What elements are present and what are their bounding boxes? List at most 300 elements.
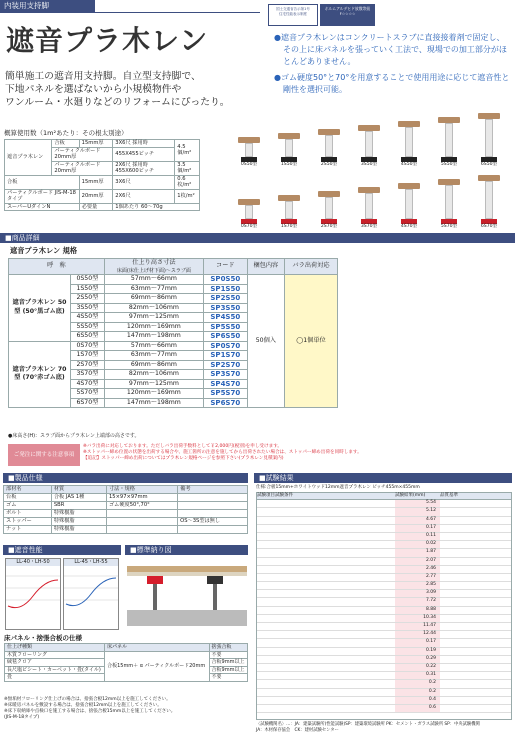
test-cell xyxy=(440,697,510,704)
order-note-line: ※ストッパー締め位置の状態を出荷する場合や、施工箇所の注意を施してから出荷されたい場合は、ストッパー締め出荷を同時します。 xyxy=(83,450,362,456)
test-row xyxy=(257,566,511,574)
product-item xyxy=(270,195,308,230)
table-cell: 特殊樹脂 xyxy=(51,526,106,534)
header-cell: 試験条件 xyxy=(275,493,293,498)
header-label: 仕上り高さ寸法 xyxy=(132,259,176,266)
table-cell: 57mm～66mm xyxy=(104,341,203,351)
install-drawing xyxy=(127,558,247,630)
test-cell xyxy=(275,689,395,696)
header-cell xyxy=(104,259,203,275)
test-cell xyxy=(275,697,395,704)
test-row xyxy=(257,558,511,566)
table-cell: 69mm～86mm xyxy=(104,360,203,370)
table-cell: 2X6尺 xyxy=(113,189,175,203)
test-cell xyxy=(440,672,510,679)
test-row xyxy=(257,615,511,623)
table-cell: パーティクルボード JIS-M-18タイプ xyxy=(5,189,80,203)
table-cell: 6S50型 xyxy=(71,332,105,342)
test-cell xyxy=(257,541,275,548)
table-cell: 5S70型 xyxy=(71,389,105,399)
test-value: 2.85 xyxy=(395,582,440,589)
table-cell: SP2S70 xyxy=(203,360,247,370)
table-cell: SP6S50 xyxy=(203,332,247,342)
test-row xyxy=(257,697,511,705)
test-cell xyxy=(440,648,510,655)
product-bolt xyxy=(445,123,453,157)
combo-notes xyxy=(4,697,248,721)
spec-title: 遮音プラ木レン 規格 xyxy=(10,246,78,255)
combo-note-line: ※無垢材フローリング仕上げの場合は、捨張合板12mm以上を施工してください。 xyxy=(4,697,171,702)
table-cell: 6S70型 xyxy=(71,398,105,408)
test-value: 11.47 xyxy=(395,623,440,630)
product-item xyxy=(390,121,428,168)
test-cell xyxy=(440,549,510,556)
table-cell: SP3S50 xyxy=(203,303,247,313)
test-cell xyxy=(275,639,395,646)
test-sub: 仕様:合板15mm+ホワイトウッド12mm遮音プラ木レン ピッチ455m×455mm xyxy=(256,485,420,490)
table-header-row xyxy=(5,644,248,652)
lead-line: 下地パネルを選ばないから小規模物件や xyxy=(5,84,182,95)
test-cell xyxy=(440,623,510,630)
test-cell xyxy=(257,656,275,663)
table-cell: 147mm～198mm xyxy=(104,332,203,342)
test-row xyxy=(257,598,511,606)
table-row xyxy=(5,651,248,659)
header-cell: 試験項目 xyxy=(257,493,275,498)
test-cell xyxy=(275,525,395,532)
table-cell: 3S50型 xyxy=(71,303,105,313)
test-cell xyxy=(275,500,395,507)
header-cell: 仕上げ種類 xyxy=(5,644,105,652)
test-value: 10.34 xyxy=(395,615,440,622)
table-cell: 455X455ピッチ xyxy=(113,147,175,161)
install-heading: ■標準納り図 xyxy=(125,545,248,555)
product-label: 0S70型 xyxy=(240,224,258,229)
test-cell xyxy=(257,639,275,646)
product-item xyxy=(430,117,468,168)
table-cell: 4S50型 xyxy=(71,313,105,323)
table-cell xyxy=(106,510,177,518)
table-cell xyxy=(106,526,177,534)
test-row xyxy=(257,623,511,631)
product-bolt xyxy=(325,135,333,157)
test-cell xyxy=(257,664,275,671)
test-row xyxy=(257,680,511,688)
test-note-item: JA：木材保存協会 xyxy=(256,727,291,733)
table-cell: 69mm～86mm xyxy=(104,294,203,304)
test-value: 12.44 xyxy=(395,631,440,638)
table-cell: 97mm～125mm xyxy=(104,313,203,323)
table-cell: 特殊樹脂 xyxy=(51,510,106,518)
table-cell: 木質フローリング xyxy=(5,651,105,659)
table-cell: 120mm～169mm xyxy=(104,322,203,332)
test-value: 2.77 xyxy=(395,574,440,581)
test-cell xyxy=(440,705,510,712)
product-item xyxy=(390,183,428,230)
table-cell: 合板9mm以上 xyxy=(209,659,247,667)
header-cell: 材質 xyxy=(51,486,106,494)
table-cell: 15×97×97mm xyxy=(106,494,177,502)
test-row xyxy=(257,590,511,598)
test-row xyxy=(257,672,511,680)
test-value: 0.19 xyxy=(395,648,440,655)
product-label: 3S70型 xyxy=(360,224,378,229)
table-cell: ゴム xyxy=(4,502,52,510)
test-row xyxy=(257,582,511,590)
test-cell xyxy=(275,541,395,548)
table-cell xyxy=(106,518,177,526)
table-cell: 合板 JAS 1種 xyxy=(51,494,106,502)
table-row xyxy=(4,518,248,526)
test-cell xyxy=(257,549,275,556)
table-cell: 82mm～106mm xyxy=(104,303,203,313)
test-notes xyxy=(256,722,512,733)
sound-graph-icon xyxy=(6,566,60,626)
product-label: 5S50型 xyxy=(440,162,458,167)
table-cell: 合板9mm以上 xyxy=(209,666,247,674)
table-cell: 必要量 xyxy=(79,203,113,211)
product-row-50 xyxy=(230,118,515,168)
header-cell: 寸法・規格 xyxy=(106,486,177,494)
table-cell: スーパーUダインN xyxy=(5,203,80,211)
table-cell: 2S70型 xyxy=(71,360,105,370)
combo-heading: 床パネル・捨張合板の仕様 xyxy=(4,634,82,642)
test-value: 5.12 xyxy=(395,508,440,515)
test-cell xyxy=(440,631,510,638)
header-cell: 床パネル xyxy=(105,644,209,652)
chart-label: LL-40・LH-50 xyxy=(6,559,60,566)
sound-graph-icon xyxy=(64,566,118,626)
test-note-line: 〈試験機関名〉…：JA：建築試験所(性能試験)SP：建築環境試験所 PK：セメント・ガラス試験所 SP：中央試験機関 xyxy=(256,722,480,727)
certification-badge: 国土交通省告示第1号 住宅性能表示制度 xyxy=(268,4,318,26)
header-cell: 備考 xyxy=(178,486,248,494)
test-row xyxy=(257,508,511,516)
test-value: 0.4 xyxy=(395,697,440,704)
product-label: 6S70型 xyxy=(480,224,498,229)
test-row xyxy=(257,500,511,508)
table-cell: 不要 xyxy=(209,674,247,682)
product-item xyxy=(310,129,348,168)
test-cell xyxy=(440,656,510,663)
table-cell: SP2S50 xyxy=(203,294,247,304)
table-row xyxy=(4,510,248,518)
test-cell xyxy=(440,500,510,507)
test-cell xyxy=(440,639,510,646)
test-cell xyxy=(275,598,395,605)
order-notes-label: ご発注に関する注意事項 xyxy=(8,444,80,466)
product-item xyxy=(470,175,508,230)
product-label: 3S50型 xyxy=(360,162,378,167)
group-label: 遮音プラ木レン 50型 (50°黒ゴム底) xyxy=(9,275,71,342)
product-bolt xyxy=(325,197,333,219)
test-cell xyxy=(275,680,395,687)
test-row xyxy=(257,705,511,713)
table-cell: SP4S70 xyxy=(203,379,247,389)
test-row xyxy=(257,607,511,615)
test-cell xyxy=(440,566,510,573)
title-rule xyxy=(0,12,260,13)
table-cell: SP0S50 xyxy=(203,275,247,285)
test-heading: ■試験結果 xyxy=(254,473,512,483)
test-value: 0.17 xyxy=(395,639,440,646)
table-cell xyxy=(178,526,248,534)
header-cell: 捨張合板 xyxy=(209,644,247,652)
bullet-item xyxy=(274,32,512,68)
test-cell xyxy=(275,558,395,565)
table-row xyxy=(4,526,248,534)
product-bolt xyxy=(285,139,293,157)
test-row xyxy=(257,517,511,525)
test-cell xyxy=(275,533,395,540)
test-row xyxy=(257,639,511,647)
table-cell: SP0S70 xyxy=(203,341,247,351)
table-row xyxy=(5,175,200,189)
product-bolt xyxy=(365,193,373,219)
test-cell xyxy=(257,672,275,679)
test-value: 0.11 xyxy=(395,533,440,540)
test-value: 2.07 xyxy=(395,558,440,565)
table-cell: 合板 xyxy=(5,175,80,189)
test-cell xyxy=(440,689,510,696)
product-item xyxy=(470,113,508,168)
lead-line: 簡単施工の遮音用支持脚。自立型支持脚で、 xyxy=(5,71,201,82)
product-bolt xyxy=(485,181,493,219)
table-cell: 50個入 xyxy=(247,275,284,408)
order-notes xyxy=(83,444,508,463)
header-cell: コード xyxy=(203,259,247,275)
product-bolt xyxy=(245,143,253,157)
test-cell xyxy=(257,582,275,589)
table-row xyxy=(4,494,248,502)
test-row xyxy=(257,656,511,664)
test-value: 2.46 xyxy=(395,566,440,573)
test-cell xyxy=(257,680,275,687)
test-row xyxy=(257,648,511,656)
test-row xyxy=(257,541,511,549)
product-bolt xyxy=(405,189,413,219)
test-cell xyxy=(275,590,395,597)
table-cell: 63mm～77mm xyxy=(104,284,203,294)
test-value: 0.6 xyxy=(395,705,440,712)
table-cell: SP6S70 xyxy=(203,398,247,408)
test-value: 0.2 xyxy=(395,680,440,687)
test-cell xyxy=(275,631,395,638)
table-cell: SBR xyxy=(51,502,106,510)
table-cell: ストッパー xyxy=(4,518,52,526)
table-cell: 4S70型 xyxy=(71,379,105,389)
test-cell xyxy=(257,508,275,515)
test-cell xyxy=(257,517,275,524)
product-bolt xyxy=(485,119,493,157)
product-label: 1S50型 xyxy=(280,162,298,167)
table-cell: 畳 xyxy=(5,674,105,682)
product-bolt xyxy=(405,127,413,157)
table-cell: 15mm厚 xyxy=(79,140,113,148)
table-row xyxy=(5,140,200,148)
test-cell xyxy=(440,541,510,548)
test-cell xyxy=(275,517,395,524)
product-bolt xyxy=(445,185,453,219)
table-cell: ゴム硬度50°,70° xyxy=(106,502,177,510)
test-cell xyxy=(257,697,275,704)
test-cell xyxy=(257,500,275,507)
combo-note-line: (JIS-M-18タイプ) xyxy=(4,715,40,720)
table-cell: 台板 xyxy=(4,494,52,502)
order-note-line: ※バラ出荷に対応しております。ただしバラ出荷手数料として￥2,000円(税別)を申し受けます。 xyxy=(83,444,283,449)
bullet-mark: ● xyxy=(274,73,281,82)
table-cell: SP5S50 xyxy=(203,322,247,332)
test-value: 4.67 xyxy=(395,517,440,524)
usage-title: 概算使用数（1m²あたり：その根太別途） xyxy=(4,129,128,137)
table-header-row xyxy=(4,486,248,494)
product-item xyxy=(350,187,388,230)
product-label: 1S70型 xyxy=(280,224,298,229)
test-value: 0.29 xyxy=(395,656,440,663)
test-cell xyxy=(257,533,275,540)
table-cell: 3X6尺 採用時 xyxy=(113,140,175,148)
test-value: 3.09 xyxy=(395,590,440,597)
header-cell: 呼 称 xyxy=(9,259,105,275)
product-item xyxy=(430,179,468,230)
table-cell: 3X6尺 xyxy=(113,175,175,189)
test-value: 8.88 xyxy=(395,607,440,614)
page-title: 遮音プラ木レン xyxy=(6,24,209,57)
product-bolt xyxy=(285,201,293,219)
test-cell xyxy=(275,574,395,581)
test-cell xyxy=(275,648,395,655)
table-cell: 3.5個/m² xyxy=(175,161,200,175)
test-cell xyxy=(257,590,275,597)
table-cell: 1個あたり 60～70g xyxy=(113,203,200,211)
chart-label: LL-45・LH-55 xyxy=(64,559,118,566)
table-cell: 1S70型 xyxy=(71,351,105,361)
header-sub: 床面(床仕上げ材下面)～スラブ面 xyxy=(116,267,191,274)
table-cell: SP5S70 xyxy=(203,389,247,399)
product-item xyxy=(270,133,308,168)
table-cell: OS～3S型は無し xyxy=(178,518,248,526)
table-cell: 3S70型 xyxy=(71,370,105,380)
product-label: 4S70型 xyxy=(400,224,418,229)
test-cell xyxy=(440,582,510,589)
table-cell: ボルト xyxy=(4,510,52,518)
test-value: 0.17 xyxy=(395,525,440,532)
test-cell xyxy=(275,656,395,663)
test-cell xyxy=(440,574,510,581)
table-row xyxy=(5,189,200,203)
order-note-line: 【追記】ストッパー締め出荷についてはプラ木レン規格ページを参照下さい(プラ木レン見積案内) xyxy=(83,456,284,462)
table-cell: 63mm～77mm xyxy=(104,351,203,361)
bullet-mark: ● xyxy=(274,33,281,42)
test-cell xyxy=(257,607,275,614)
test-value: 0.2 xyxy=(395,689,440,696)
test-cell xyxy=(440,680,510,687)
combo-note-line: ※床暖房パネルを敷設する場合は、捨張合板12mm以上を施工してください。 xyxy=(4,703,162,708)
product-bolt xyxy=(365,131,373,157)
table-cell: 合板15mm＋ α パーティクルボード20mm xyxy=(105,651,209,681)
table-cell: SP1S70 xyxy=(203,351,247,361)
product-label: 5S70型 xyxy=(440,224,458,229)
product-label: 4S50型 xyxy=(400,162,418,167)
bullet-text: 遮音プラ木レンはコンクリートスラブに直接接着剤で固定し、その上に床パネルを張っていく工法で、現場での加工部分がほとんどありません。 xyxy=(280,33,507,66)
table-cell xyxy=(178,510,248,518)
product-bolt xyxy=(245,205,253,219)
table-cell: 不要 xyxy=(209,651,247,659)
test-cell xyxy=(440,517,510,524)
feature-bullets xyxy=(274,32,512,96)
test-cell xyxy=(440,533,510,540)
table-cell: 0.6枚/m² xyxy=(175,175,200,189)
test-cell xyxy=(257,598,275,605)
table-cell: 20mm厚 xyxy=(79,189,113,203)
product-label: 2S70型 xyxy=(320,224,338,229)
table-cell: 97mm～125mm xyxy=(104,379,203,389)
product-item xyxy=(230,199,268,230)
test-cell xyxy=(257,558,275,565)
table-cell: 特殊樹脂 xyxy=(51,518,106,526)
spec-table xyxy=(8,258,338,408)
test-row xyxy=(257,533,511,541)
sound-heading: ■遮音性能 xyxy=(3,545,121,555)
bullet-item xyxy=(274,72,512,96)
header-cell: 試験結果(mm) xyxy=(395,493,426,498)
test-cell xyxy=(257,525,275,532)
test-cell xyxy=(275,664,395,671)
table-cell: 0S50型 xyxy=(71,275,105,285)
table-cell: 2S50型 xyxy=(71,294,105,304)
test-value: 1.87 xyxy=(395,549,440,556)
sound-chart-1 xyxy=(5,558,61,630)
test-table xyxy=(256,492,512,720)
test-cell xyxy=(440,615,510,622)
header-cell: 部材名 xyxy=(4,486,52,494)
test-cell xyxy=(257,689,275,696)
header-cell: 品質基準 xyxy=(440,493,458,498)
product-row-70 xyxy=(230,175,515,230)
test-note-item: CK：建材試験センター xyxy=(294,727,339,733)
table-cell: SP1S50 xyxy=(203,284,247,294)
table-cell: 4.5個/m² xyxy=(175,140,200,162)
test-row xyxy=(257,631,511,639)
table-cell: 57mm～66mm xyxy=(104,275,203,285)
test-cell xyxy=(275,549,395,556)
product-label: 6S50型 xyxy=(480,162,498,167)
test-value: 0.31 xyxy=(395,672,440,679)
table-cell: 5S50型 xyxy=(71,322,105,332)
combo-table xyxy=(4,643,248,682)
product-item xyxy=(310,191,348,230)
table-cell: 15mm厚 xyxy=(79,175,113,189)
table-cell xyxy=(178,502,248,510)
spec-note: ●床高さ(H)：スラブ面からプラ木レン上端部の高さです。 xyxy=(8,433,140,439)
test-row xyxy=(257,574,511,582)
table-cell: パーティクルボード 20mm厚 xyxy=(52,147,113,161)
test-cell xyxy=(440,607,510,614)
test-cell xyxy=(257,648,275,655)
table-cell: 1枚/m² xyxy=(175,189,200,203)
table-cell: ナット xyxy=(4,526,52,534)
test-cell xyxy=(275,508,395,515)
product-label: 0S50型 xyxy=(240,162,258,167)
test-value: 7.72 xyxy=(395,598,440,605)
table-header-row xyxy=(9,259,338,275)
test-note-line xyxy=(256,728,512,734)
test-row xyxy=(257,549,511,557)
test-cell xyxy=(257,631,275,638)
header-cell: バラ出荷対応 xyxy=(285,259,338,275)
lead-text xyxy=(5,70,265,109)
test-cell xyxy=(275,623,395,630)
product-item xyxy=(350,125,388,168)
